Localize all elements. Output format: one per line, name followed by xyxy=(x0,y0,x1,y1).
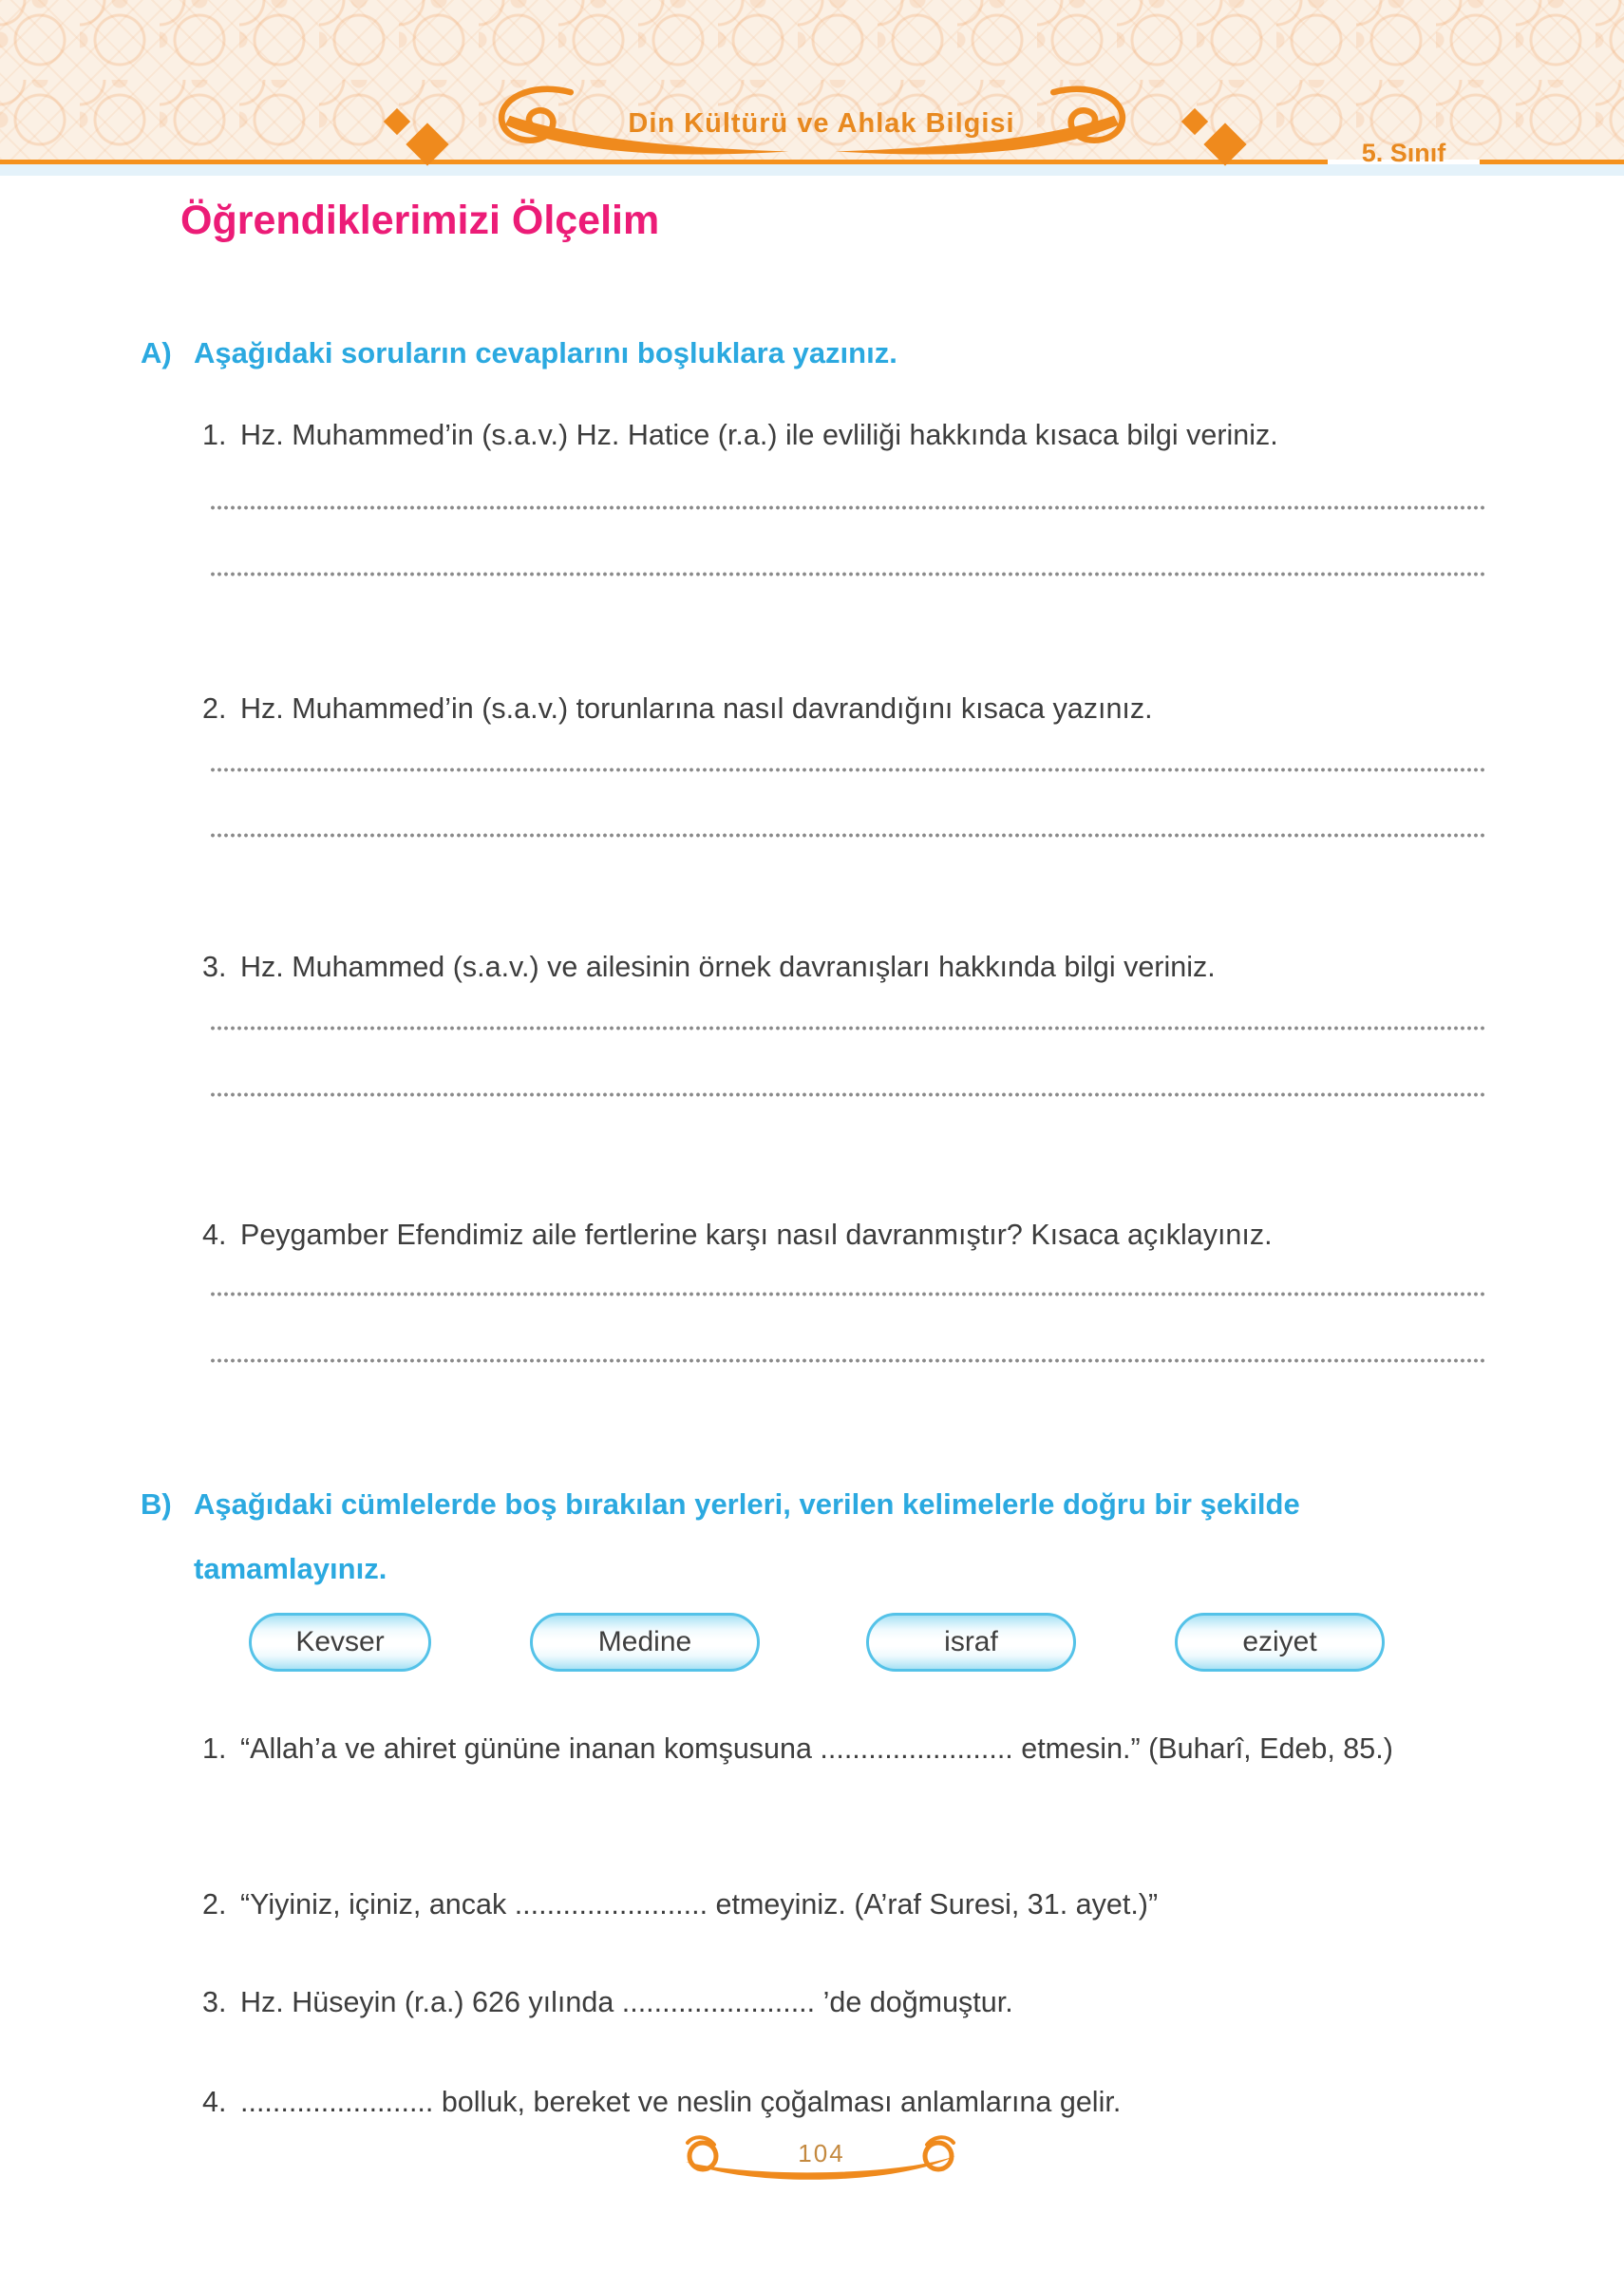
question-item-a3 xyxy=(202,951,1515,984)
question-text: Hz. Muhammed’in (s.a.v.) Hz. Hatice (r.a.) ile evliliği hakkında kısaca bilgi veriniz. xyxy=(240,419,1278,451)
page-number: 104 xyxy=(798,2139,845,2167)
question-item-a2 xyxy=(202,692,1515,726)
answer-line xyxy=(211,1092,1486,1097)
word-bank-pill-israf xyxy=(866,1613,1076,1672)
fill-blank-item-b3 xyxy=(202,1971,1520,2034)
fill-blank-text: ........................ bolluk, bereket ve neslin çoğalması anlamlarına gelir. xyxy=(240,2086,1122,2118)
question-item-a4 xyxy=(202,1219,1515,1252)
question-number: 1. xyxy=(202,419,227,451)
question-text: Hz. Muhammed (s.a.v.) ve ailesinin örnek davranışları hakkında bilgi veriniz. xyxy=(240,951,1216,983)
question-text: Peygamber Efendimiz aile fertlerine karşı nasıl davranmıştır? Kısaca açıklayınız. xyxy=(240,1219,1273,1251)
answer-line xyxy=(211,572,1486,577)
book-title: Din Kültürü ve Ahlak Bilgisi xyxy=(628,108,1015,139)
word-bank-pill-label: eziyet xyxy=(1242,1626,1317,1657)
header-rule-right xyxy=(1480,160,1624,164)
answer-line xyxy=(211,505,1486,510)
section-b-instruction: Aşağıdaki cümlelerde boş bırakılan yerleri, verilen kelimelerle doğru bir şekilde tamamlayınız. xyxy=(194,1487,1300,1585)
answer-line xyxy=(211,1026,1486,1031)
fill-blank-text: “Yiyiniz, içiniz, ancak ........................ etmeyiniz. (A’raf Suresi, 31. ayet.)” xyxy=(240,1888,1159,1921)
question-item-a1 xyxy=(202,419,1515,452)
answer-line xyxy=(211,833,1486,838)
fill-blank-text: “Allah’a ve ahiret gününe inanan komşusuna ........................ etmesin.” (Buharî, Edeb, 85.) xyxy=(240,1732,1393,1765)
question-number: 4. xyxy=(202,2086,227,2118)
fill-blank-item-b4 xyxy=(202,2071,1520,2134)
page-title: Öğrendiklerimizi Ölçelim xyxy=(180,198,660,243)
answer-line xyxy=(211,1292,1486,1296)
grade-label: 5. Sınıf xyxy=(1361,139,1446,167)
fill-blank-item-b1 xyxy=(202,1717,1520,1781)
word-bank-pill-medine xyxy=(530,1613,760,1672)
word-bank-pill-label: israf xyxy=(944,1626,998,1657)
section-a-heading xyxy=(141,321,1499,386)
question-number: 3. xyxy=(202,951,227,983)
header-rule-left xyxy=(0,160,1328,164)
question-number: 3. xyxy=(202,1986,227,2018)
word-bank-pill-eziyet xyxy=(1175,1613,1385,1672)
question-number: 4. xyxy=(202,1219,227,1251)
question-number: 2. xyxy=(202,692,227,725)
fill-blank-item-b2 xyxy=(202,1873,1520,1937)
question-number: 1. xyxy=(202,1732,227,1765)
fill-blank-text: Hz. Hüseyin (r.a.) 626 yılında ........................ ’de doğmuştur. xyxy=(240,1986,1013,2018)
word-bank-pill-label: Medine xyxy=(597,1626,692,1657)
section-a-label: A) xyxy=(141,336,172,369)
word-bank-pill-kevser xyxy=(249,1613,431,1672)
section-b-heading xyxy=(141,1472,1499,1601)
section-b-label: B) xyxy=(141,1487,172,1521)
question-number: 2. xyxy=(202,1888,227,1921)
answer-line xyxy=(211,767,1486,772)
word-bank-pill-label: Kevser xyxy=(295,1626,385,1657)
question-text: Hz. Muhammed’in (s.a.v.) torunlarına nasıl davrandığını kısaca yazınız. xyxy=(240,692,1153,725)
section-a-instruction: Aşağıdaki soruların cevaplarını boşluklara yazınız. xyxy=(194,336,897,369)
answer-line xyxy=(211,1358,1486,1363)
